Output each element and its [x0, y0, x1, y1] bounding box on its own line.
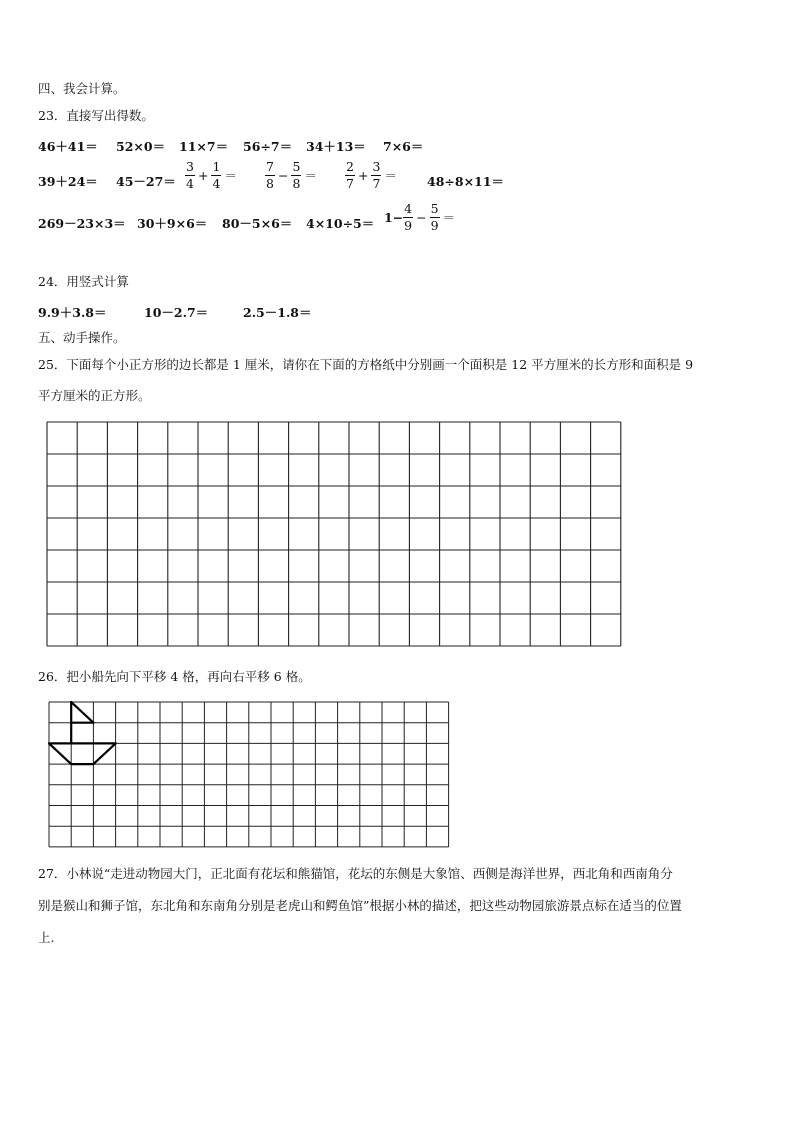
boat-hull-left [49, 743, 71, 764]
fraction: $\frac{3}{4}$ [186, 159, 194, 191]
q27-text: 别是猴山和狮子馆，东北角和东南角分别是老虎山和鳄鱼馆”根据小林的描述，把这些动物园旅游景点标在适当的位置 [38, 898, 682, 913]
fraction: $\frac{7}{8}$ [266, 159, 274, 191]
boat-hull-right [93, 743, 115, 764]
q23-r2-item: 39＋24＝ [38, 174, 98, 189]
q23-r2-item: 45－27＝ [116, 174, 176, 189]
q23-r3-item: 30＋9×6＝ [137, 216, 208, 231]
q24-item: 10－2.7＝ [144, 305, 209, 320]
q23-r3-item: 4×10÷5＝ [306, 216, 375, 231]
fraction: $\frac{5}{8}$ [292, 159, 301, 191]
q24-item: 2.5－1.8＝ [243, 305, 312, 320]
fraction: $\frac{5}{9}$ [430, 201, 439, 233]
q23-r1-item: 7×6＝ [383, 139, 424, 154]
q23-r1-item: 52×0＝ [116, 139, 166, 154]
section-5-title: 五、动手操作。 [38, 330, 126, 345]
q27-text: 上. [38, 930, 55, 945]
q23-r1-item: 34＋13＝ [306, 139, 366, 154]
boat-sail-edge [71, 702, 93, 723]
q23-r3-item: 269－23×3＝ [38, 216, 126, 231]
q23-r2-fraction-expr: $\frac{3}{4}$ + $\frac{1}{4}$ ＝ [186, 159, 237, 191]
fraction: $\frac{2}{7}$ [346, 159, 354, 191]
q25-text: 25．下面每个小正方形的边长都是 1 厘米，请你在下面的方格纸中分别画一个面积是 12 平方厘米的长方形和面积是 9 [38, 357, 694, 372]
q23-r2-fraction-expr: $\frac{7}{8}$ − $\frac{5}{8}$ ＝ [266, 159, 317, 191]
q24-item: 9.9＋3.8＝ [38, 305, 107, 320]
q23-r2-item: 48÷8×11＝ [427, 174, 504, 189]
q23-r1-item: 46＋41＝ [38, 139, 98, 154]
q25-grid-paper[interactable] [46, 421, 624, 648]
fraction: $\frac{4}{9}$ [404, 201, 413, 233]
q26-title: 26．把小船先向下平移 4 格，再向右平移 6 格。 [38, 669, 311, 684]
q26-grid-paper[interactable] [48, 701, 452, 848]
q24-title: 24．用竖式计算 [38, 274, 129, 289]
fraction: $\frac{1}{4}$ [212, 159, 221, 191]
q23-title: 23．直接写出得数。 [38, 108, 154, 123]
fraction: $\frac{3}{7}$ [372, 159, 381, 191]
q23-r1-item: 56÷7＝ [243, 139, 293, 154]
section-4-title: 四、我会计算。 [38, 81, 126, 96]
q25-text: 平方厘米的正方形。 [38, 388, 151, 403]
q23-r2-fraction-expr: $\frac{2}{7}$ + $\frac{3}{7}$ ＝ [346, 159, 397, 191]
q23-r3-item: 80－5×6＝ [222, 216, 293, 231]
q23-r3-fraction-expr: 1− $\frac{4}{9}$ − $\frac{5}{9}$ ＝ [384, 201, 456, 233]
q23-r1-item: 11×7＝ [179, 139, 229, 154]
q27-text: 27．小林说“走进动物园大门，正北面有花坛和熊猫馆，花坛的东侧是大象馆、西侧是海洋世界，西北角和西南角分 [38, 866, 673, 881]
